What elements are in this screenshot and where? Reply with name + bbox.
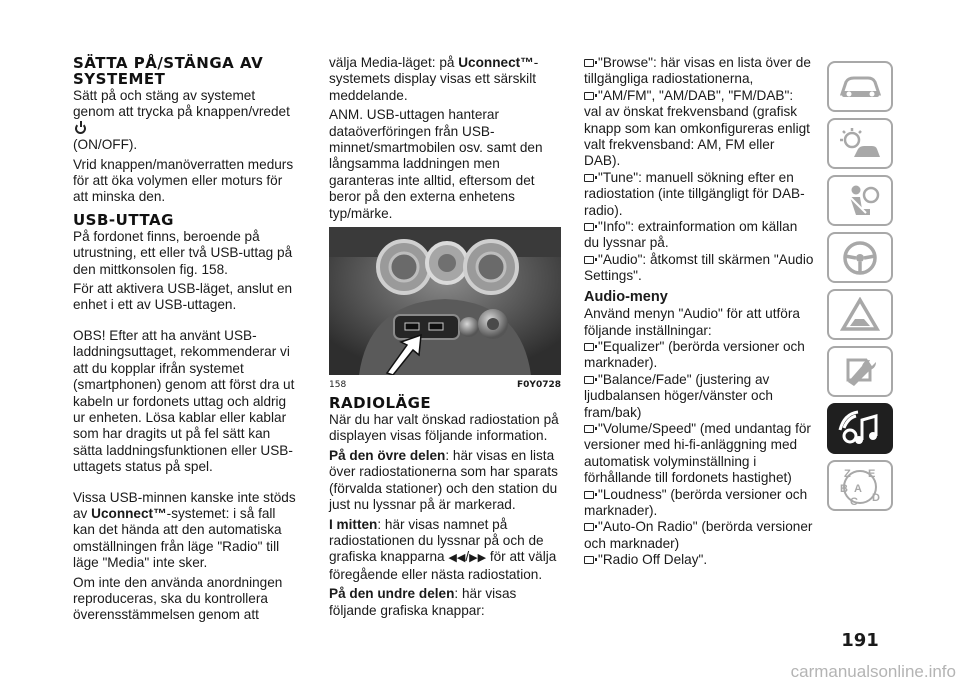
text: Sätt på och stäng av systemet genom att trycka på knappen/vredet <box>73 88 290 120</box>
heading-audio-menu: Audio-meny <box>584 288 668 305</box>
chapter-tab-driving[interactable] <box>827 232 893 283</box>
bullet-icon <box>584 256 594 264</box>
heading-usb: USB-UTTAG <box>73 210 174 229</box>
text: (ON/OFF). <box>73 137 138 153</box>
bullet-icon <box>584 343 594 351</box>
page-number: 191 <box>841 630 879 651</box>
text: : här visas namnet på radiostationen du lyssnar på och de grafiska knapparna <box>329 516 544 565</box>
chapter-tab-service[interactable] <box>827 346 893 397</box>
bold-term: På den övre delen <box>329 447 446 463</box>
list-item <box>584 55 814 88</box>
list-item <box>584 339 814 372</box>
text: "AM/FM", "AM/DAB", "FM/DAB": val av önskat frekvensband (grafisk knapp som kan omkonfigureras enligt valt frekvensband: AM, FM eller DAB). <box>584 87 810 169</box>
text: : här visas en lista över radiostationerna som har sparats (förvalda stationer) och den station du just nu lyssnar på är markerad. <box>329 447 558 513</box>
bullet-icon <box>584 174 594 182</box>
text-column-2 <box>329 55 561 619</box>
paragraph: På fordonet finns, beroende på utrustning, ett eller två USB-uttag på den mittkonsolen fig. 158. <box>73 228 293 277</box>
list-item <box>584 487 814 520</box>
text: Vissa USB-minnen kanske inte stöds av <box>73 489 296 521</box>
paragraph: Använd menyn "Audio" för att utföra följande inställningar: <box>584 306 800 338</box>
service-wrench-icon <box>840 354 880 390</box>
paragraph <box>73 490 299 572</box>
figure-number: 158 <box>329 380 347 391</box>
list-item <box>584 252 814 285</box>
list-item <box>584 88 814 170</box>
multimedia-music-icon <box>838 410 882 448</box>
figure-usb-console-photo <box>329 227 561 375</box>
paragraph <box>329 586 561 619</box>
text: -systemets display visas ett särskilt meddelande. <box>329 55 539 103</box>
index-letter: B <box>840 482 848 495</box>
list-item <box>584 219 814 252</box>
brand-name: Uconnect™ <box>91 505 167 521</box>
bullet-icon <box>584 223 594 231</box>
text: "Radio Off Delay". <box>598 552 708 568</box>
text: "Equalizer" (berörda versioner och marknader). <box>584 338 805 371</box>
paragraph: Vrid knappen/manöverratten medurs för att öka volymen eller moturs för att minska den. <box>73 156 294 205</box>
warning-triangle-icon <box>840 297 880 333</box>
paragraph <box>329 55 561 104</box>
paragraph <box>73 88 299 154</box>
note-paragraph: OBS! Efter att ha använt USB-laddningsuttaget, rekommenderar vi att du kopplar ifrån systemet (smartphonen) genom att först dra ut kabeln ur fordonets uttag och aldrig ur enheten. Lösa kablar eller kablar som har dragits ut på fel sätt kan sätta laddningsfunktionen eller USB-uttagets status på spel. <box>73 327 295 475</box>
car-dashboard-icon <box>838 72 882 102</box>
paragraph <box>329 448 561 514</box>
bold-term: På den undre delen <box>329 586 455 602</box>
previous-track-icon: ◀◀ <box>448 552 466 565</box>
chapter-tab-index[interactable] <box>827 460 893 511</box>
paragraph: Om inte den använda anordningen reproduceras, ska du kontrollera överensstämmelsen genom att <box>73 574 283 623</box>
console-photo-graphic <box>329 227 561 375</box>
index-letter: A <box>854 482 862 495</box>
text: "Info": extrainformation om källan du lyssnar på. <box>584 219 798 251</box>
text-column-1 <box>73 55 299 624</box>
list-item <box>584 552 814 568</box>
paragraph <box>329 517 561 584</box>
bullet-icon <box>584 376 594 384</box>
bullet-icon <box>584 425 594 433</box>
chapter-tab-safety[interactable] <box>827 175 893 226</box>
text: "Browse": här visas en lista över de tillgängliga radiostationerna, <box>584 55 811 87</box>
index-letter: E <box>868 467 876 480</box>
text: -systemet: i så fall kan det hända att den automatiska omställningen från läge "Radio" till läge "Media" inte sker. <box>73 505 282 571</box>
text: / <box>465 549 470 565</box>
watermark: carmanualsonline.info <box>790 662 956 681</box>
index-letter: Z <box>844 467 851 480</box>
steering-wheel-icon <box>840 240 880 276</box>
dashboard-lights-icon <box>838 127 882 161</box>
figure-caption <box>329 375 561 393</box>
heading-radio-mode: RADIOLÄGE <box>329 394 432 413</box>
text-column-3 <box>584 55 814 569</box>
text: välja Media-läget: på <box>329 55 455 70</box>
airbag-person-icon <box>840 183 880 219</box>
index-letter: D <box>872 491 880 504</box>
text: "Volume/Speed" (med undantag för versioner med hi-fi-anläggning med automatisk volyminställning i förhållande till fordonets hastighet) <box>584 420 811 486</box>
list-item <box>584 170 814 219</box>
chapter-tab-vehicle[interactable] <box>827 61 893 112</box>
power-icon <box>75 123 86 134</box>
text: "Loudness" (berörda versioner och marknader). <box>584 486 808 518</box>
text: : här visas följande grafiska knappar: <box>329 586 517 618</box>
bullet-icon <box>584 92 594 100</box>
figure-code: F0Y0728 <box>517 380 561 391</box>
text: "Audio": åtkomst till skärmen "Audio Settings". <box>584 251 814 284</box>
bullet-icon <box>584 59 594 67</box>
text: "Tune": manuell sökning efter en radiostation (inte tillgängligt för DAB-radio). <box>584 169 805 218</box>
heading-system-power: SÄTTA PÅ/STÄNGA AV SYSTEMET <box>73 54 264 88</box>
list-item <box>584 421 814 487</box>
bullet-icon <box>584 523 594 531</box>
next-track-icon: ▶▶ <box>469 552 487 565</box>
paragraph: ANM. USB-uttagen hanterar dataöverföringen från USB-minnet/smartmobilen osv. samt den långsamma laddningen men garanteras inte alltid, eftersom det beror på den externa enhetens typ/märke. <box>329 107 543 221</box>
text: "Auto-On Radio" (berörda versioner och marknader) <box>584 519 813 551</box>
bold-term: I mitten <box>329 516 378 532</box>
text: för att välja föregående eller nästa radiostation. <box>329 549 557 582</box>
list-item <box>584 372 814 421</box>
paragraph: När du har valt önskad radiostation på displayen visas följande information. <box>329 412 559 444</box>
text: "Balance/Fade" (justering av ljudbalansen höger/vänster och fram/bak) <box>584 371 773 420</box>
list-item <box>584 519 814 552</box>
bullet-icon <box>584 556 594 564</box>
chapter-tab-multimedia[interactable] <box>827 403 893 454</box>
bullet-icon <box>584 491 594 499</box>
chapter-tab-emergency[interactable] <box>827 289 893 340</box>
paragraph: För att aktivera USB-läget, anslut en enhet i ett av USB-uttagen. <box>73 281 293 313</box>
alphabet-index-icon <box>836 465 884 507</box>
index-letter: C <box>850 495 858 507</box>
chapter-sidebar <box>827 61 895 517</box>
brand-name: Uconnect™ <box>458 55 534 70</box>
chapter-tab-dashboard[interactable] <box>827 118 893 169</box>
